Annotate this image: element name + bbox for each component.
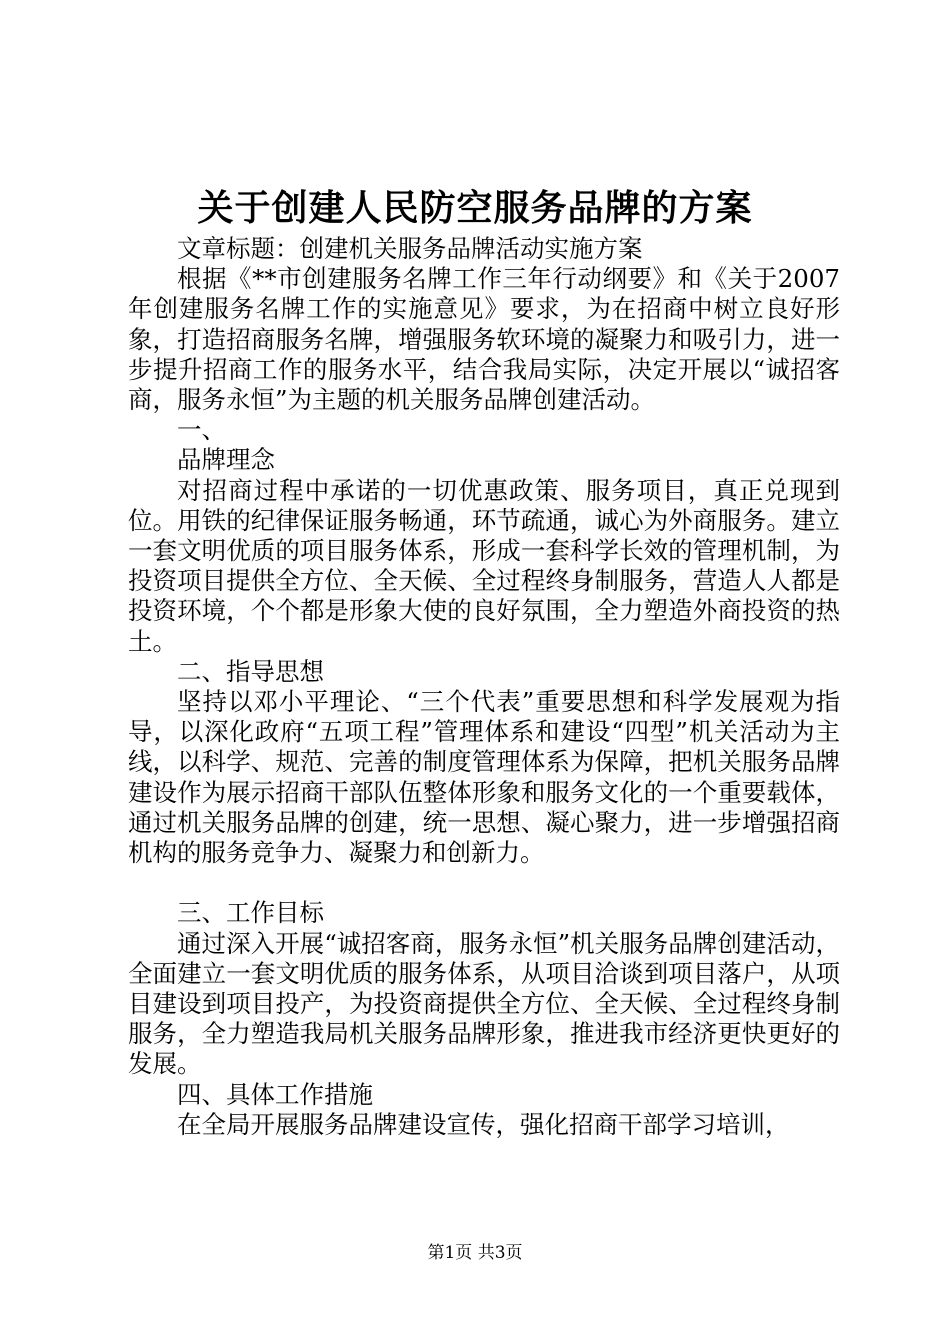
section4-paragraph: 在全局开展服务品牌建设宣传，强化招商干部学习培训，: [177, 1109, 790, 1139]
section1-paragraph: 对招商过程中承诺的一切优惠政策、服务项目，真正兑现到位。用铁的纪律保证服务畅通，环节疏通，诚心为外商服务。建立一套文明优质的项目服务体系，形成一套科学长效的管理机制，为投资项目提供全方位、全天候、全过程终身制服务，营造人人都是投资环境，个个都是形象大使的良好氛围，全力塑造外商投资的热土。: [128, 475, 840, 656]
section3-paragraph: 通过深入开展“诚招客商，服务永恒”机关服务品牌创建活动，全面建立一套文明优质的服务体系，从项目洽谈到项目落户，从项目建设到项目投产，为投资商提供全方位、全天候、全过程终身制服务，全力塑造我局机关服务品牌形象，推进我市经济更快更好的发展。: [128, 928, 840, 1079]
section2-title: 二、指导思想: [177, 656, 324, 686]
blank-line: [128, 868, 840, 898]
intro-paragraph: 根据《**市创建服务名牌工作三年行动纲要》和《关于2007年创建服务名牌工作的实施意见》要求，为在招商中树立良好形象，打造招商服务名牌，增强服务软环境的凝聚力和吸引力，进一步提升招商工作的服务水平，结合我局实际，决定开展以“诚招客商，服务永恒”为主题的机关服务品牌创建活动。: [128, 264, 840, 415]
document-body: [128, 234, 840, 1140]
section1-number: 一、: [177, 415, 226, 445]
page-footer: 第1页 共3页: [427, 1243, 523, 1263]
section1-title: 品牌理念: [177, 445, 275, 475]
article-title-line: 文章标题：创建机关服务品牌活动实施方案: [177, 234, 643, 263]
section3-title: 三、工作目标: [177, 898, 324, 928]
section2-paragraph: 坚持以邓小平理论、“三个代表”重要思想和科学发展观为指导，以深化政府“五项工程”管理体系和建设“四型”机关活动为主线，以科学、规范、完善的制度管理体系为保障，把机关服务品牌建设作为展示招商干部队伍整体形象和服务文化的一个重要载体，通过机关服务品牌的创建，统一思想、凝心聚力，进一步增强招商机构的服务竞争力、凝聚力和创新力。: [128, 687, 840, 868]
document-title: 关于创建人民防空服务品牌的方案: [197, 187, 753, 229]
section4-title: 四、具体工作措施: [177, 1079, 373, 1109]
